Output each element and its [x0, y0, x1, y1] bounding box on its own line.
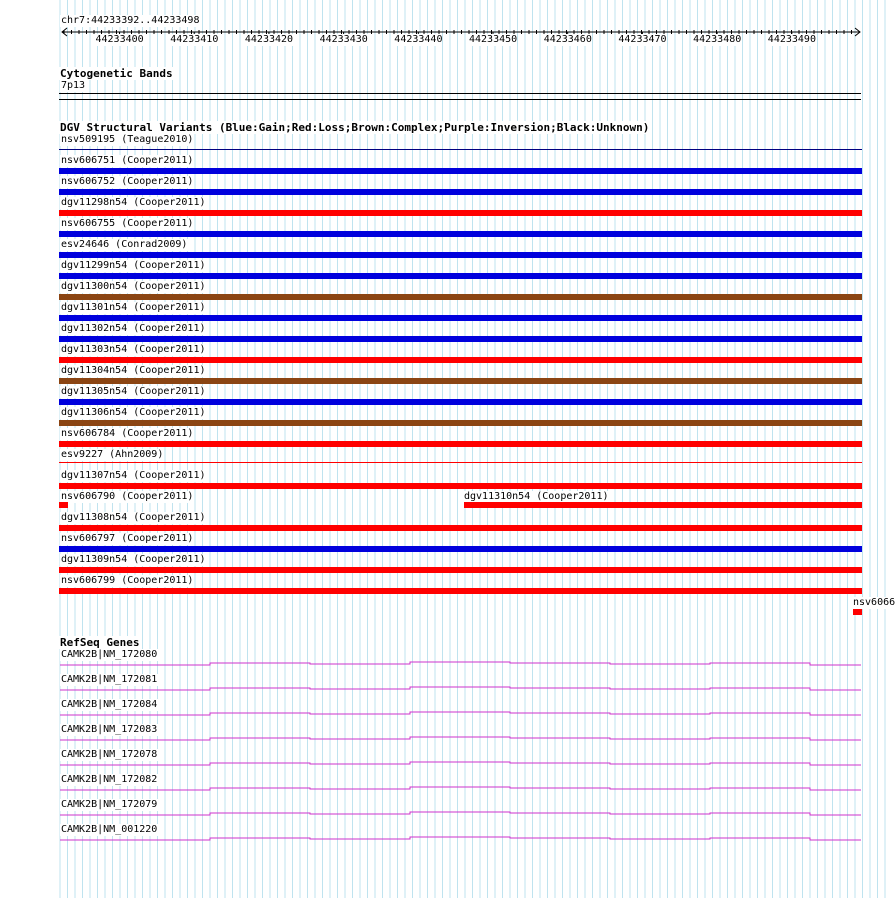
- gene-intron-line: [60, 687, 861, 690]
- dgv-feature-bar[interactable]: [59, 546, 862, 552]
- dgv-track-title: DGV Structural Variants (Blue:Gain;Red:Loss;Brown:Complex;Purple:Inversion;Black:Unknown): [60, 121, 650, 134]
- dgv-feature-label[interactable]: nsv606755 (Cooper2011): [61, 218, 194, 229]
- dgv-feature-label[interactable]: dgv11309n54 (Cooper2011): [61, 554, 206, 565]
- ruler-tick-label: 44233450: [469, 34, 518, 45]
- dgv-feature-label[interactable]: nsv606799 (Cooper2011): [61, 575, 194, 586]
- dgv-overflow-label[interactable]: nsv6066: [853, 597, 896, 608]
- ruler-tick-label: 44233470: [618, 34, 667, 45]
- dgv-feature-bar[interactable]: [59, 189, 862, 195]
- refseq-gene-model[interactable]: [0, 710, 890, 718]
- refseq-gene-label[interactable]: CAMK2B|NM_172079: [61, 799, 158, 810]
- refseq-gene-label[interactable]: CAMK2B|NM_172083: [61, 724, 158, 735]
- gene-intron-line: [60, 712, 861, 715]
- dgv-feature-bar[interactable]: [59, 588, 862, 594]
- dgv-feature-label[interactable]: dgv11308n54 (Cooper2011): [61, 512, 206, 523]
- dgv-feature-bar[interactable]: [59, 378, 862, 384]
- gene-intron-line: [60, 812, 861, 815]
- dgv-feature-bar[interactable]: [464, 502, 862, 508]
- dgv-feature-bar[interactable]: [59, 462, 862, 463]
- ruler-tick-label: 44233400: [95, 34, 144, 45]
- ruler-tick-label: 44233430: [319, 34, 368, 45]
- ruler-tick-label: 44233440: [394, 34, 443, 45]
- ruler-tick-label: 44233420: [244, 34, 294, 45]
- dgv-feature-label[interactable]: esv9227 (Ahn2009): [61, 449, 164, 460]
- dgv-feature-label[interactable]: nsv606797 (Cooper2011): [61, 533, 194, 544]
- refseq-gene-model[interactable]: [0, 660, 890, 668]
- dgv-overflow-bar[interactable]: [853, 609, 862, 615]
- dgv-feature-bar[interactable]: [59, 252, 862, 258]
- cytoband-line-top: [59, 93, 861, 94]
- ruler-tick-label: 44233410: [170, 34, 219, 45]
- dgv-feature-label[interactable]: dgv11300n54 (Cooper2011): [61, 281, 206, 292]
- dgv-feature-bar[interactable]: [59, 399, 862, 405]
- gene-intron-line: [60, 837, 861, 840]
- dgv-feature-label[interactable]: nsv606784 (Cooper2011): [61, 428, 194, 439]
- dgv-feature-label[interactable]: dgv11305n54 (Cooper2011): [61, 386, 206, 397]
- dgv-feature-bar[interactable]: [59, 315, 862, 321]
- dgv-feature-label[interactable]: nsv509195 (Teague2010): [61, 134, 194, 145]
- gene-intron-line: [60, 787, 861, 790]
- ruler-tick-label: 44233460: [543, 34, 592, 45]
- refseq-gene-model[interactable]: [0, 685, 890, 693]
- refseq-gene-model[interactable]: [0, 785, 890, 793]
- cytoband-line-bottom: [59, 99, 861, 100]
- dgv-feature-bar[interactable]: [59, 294, 862, 300]
- gene-intron-line: [60, 662, 861, 665]
- dgv-feature-bar[interactable]: [59, 336, 862, 342]
- dgv-feature-label[interactable]: dgv11298n54 (Cooper2011): [61, 197, 206, 208]
- dgv-feature-label[interactable]: nsv606752 (Cooper2011): [61, 176, 194, 187]
- dgv-feature-label[interactable]: dgv11302n54 (Cooper2011): [61, 323, 206, 334]
- dgv-feature-bar[interactable]: [59, 273, 862, 279]
- cytoband-label: 7p13: [61, 80, 86, 91]
- dgv-feature-bar[interactable]: [59, 502, 68, 508]
- dgv-feature-label[interactable]: dgv11303n54 (Cooper2011): [61, 344, 206, 355]
- refseq-gene-label[interactable]: CAMK2B|NM_172078: [61, 749, 158, 760]
- refseq-track-title: RefSeq Genes: [60, 636, 140, 649]
- ruler-tick-label: 44233490: [767, 34, 816, 45]
- refseq-gene-model[interactable]: [0, 735, 890, 743]
- refseq-gene-label[interactable]: CAMK2B|NM_172080: [61, 649, 158, 660]
- dgv-feature-bar[interactable]: [59, 357, 862, 363]
- ruler-location: chr7:44233392..44233498: [61, 15, 200, 26]
- dgv-feature-label[interactable]: dgv11307n54 (Cooper2011): [61, 470, 206, 481]
- dgv-feature-bar[interactable]: [59, 525, 862, 531]
- refseq-gene-label[interactable]: CAMK2B|NM_172084: [61, 699, 158, 710]
- dgv-feature-label[interactable]: dgv11310n54 (Cooper2011): [464, 491, 609, 502]
- refseq-gene-label[interactable]: CAMK2B|NM_172082: [61, 774, 158, 785]
- dgv-feature-bar[interactable]: [59, 441, 862, 447]
- dgv-feature-bar[interactable]: [59, 210, 862, 216]
- dgv-feature-label[interactable]: dgv11306n54 (Cooper2011): [61, 407, 206, 418]
- dgv-feature-label[interactable]: nsv606751 (Cooper2011): [61, 155, 194, 166]
- dgv-feature-bar[interactable]: [59, 231, 862, 237]
- ruler-tick-label: 44233480: [693, 34, 742, 45]
- dgv-feature-bar[interactable]: [59, 168, 862, 174]
- dgv-feature-bar[interactable]: [59, 483, 862, 489]
- gene-intron-line: [60, 737, 861, 740]
- dgv-feature-label[interactable]: dgv11304n54 (Cooper2011): [61, 365, 206, 376]
- refseq-gene-model[interactable]: [0, 810, 890, 818]
- dgv-feature-label[interactable]: esv24646 (Conrad2009): [61, 239, 188, 250]
- dgv-feature-bar[interactable]: [59, 567, 862, 573]
- dgv-feature-label[interactable]: dgv11301n54 (Cooper2011): [61, 302, 206, 313]
- refseq-gene-label[interactable]: CAMK2B|NM_001220: [61, 824, 158, 835]
- cytoband-track-title: Cytogenetic Bands: [60, 67, 173, 80]
- refseq-gene-model[interactable]: [0, 760, 890, 768]
- dgv-feature-bar[interactable]: [59, 149, 862, 150]
- gene-intron-line: [60, 762, 861, 765]
- dgv-feature-label[interactable]: dgv11299n54 (Cooper2011): [61, 260, 206, 271]
- dgv-feature-label[interactable]: nsv606790 (Cooper2011): [61, 491, 194, 502]
- refseq-gene-label[interactable]: CAMK2B|NM_172081: [61, 674, 158, 685]
- dgv-feature-bar[interactable]: [59, 420, 862, 426]
- refseq-gene-model[interactable]: [0, 835, 890, 843]
